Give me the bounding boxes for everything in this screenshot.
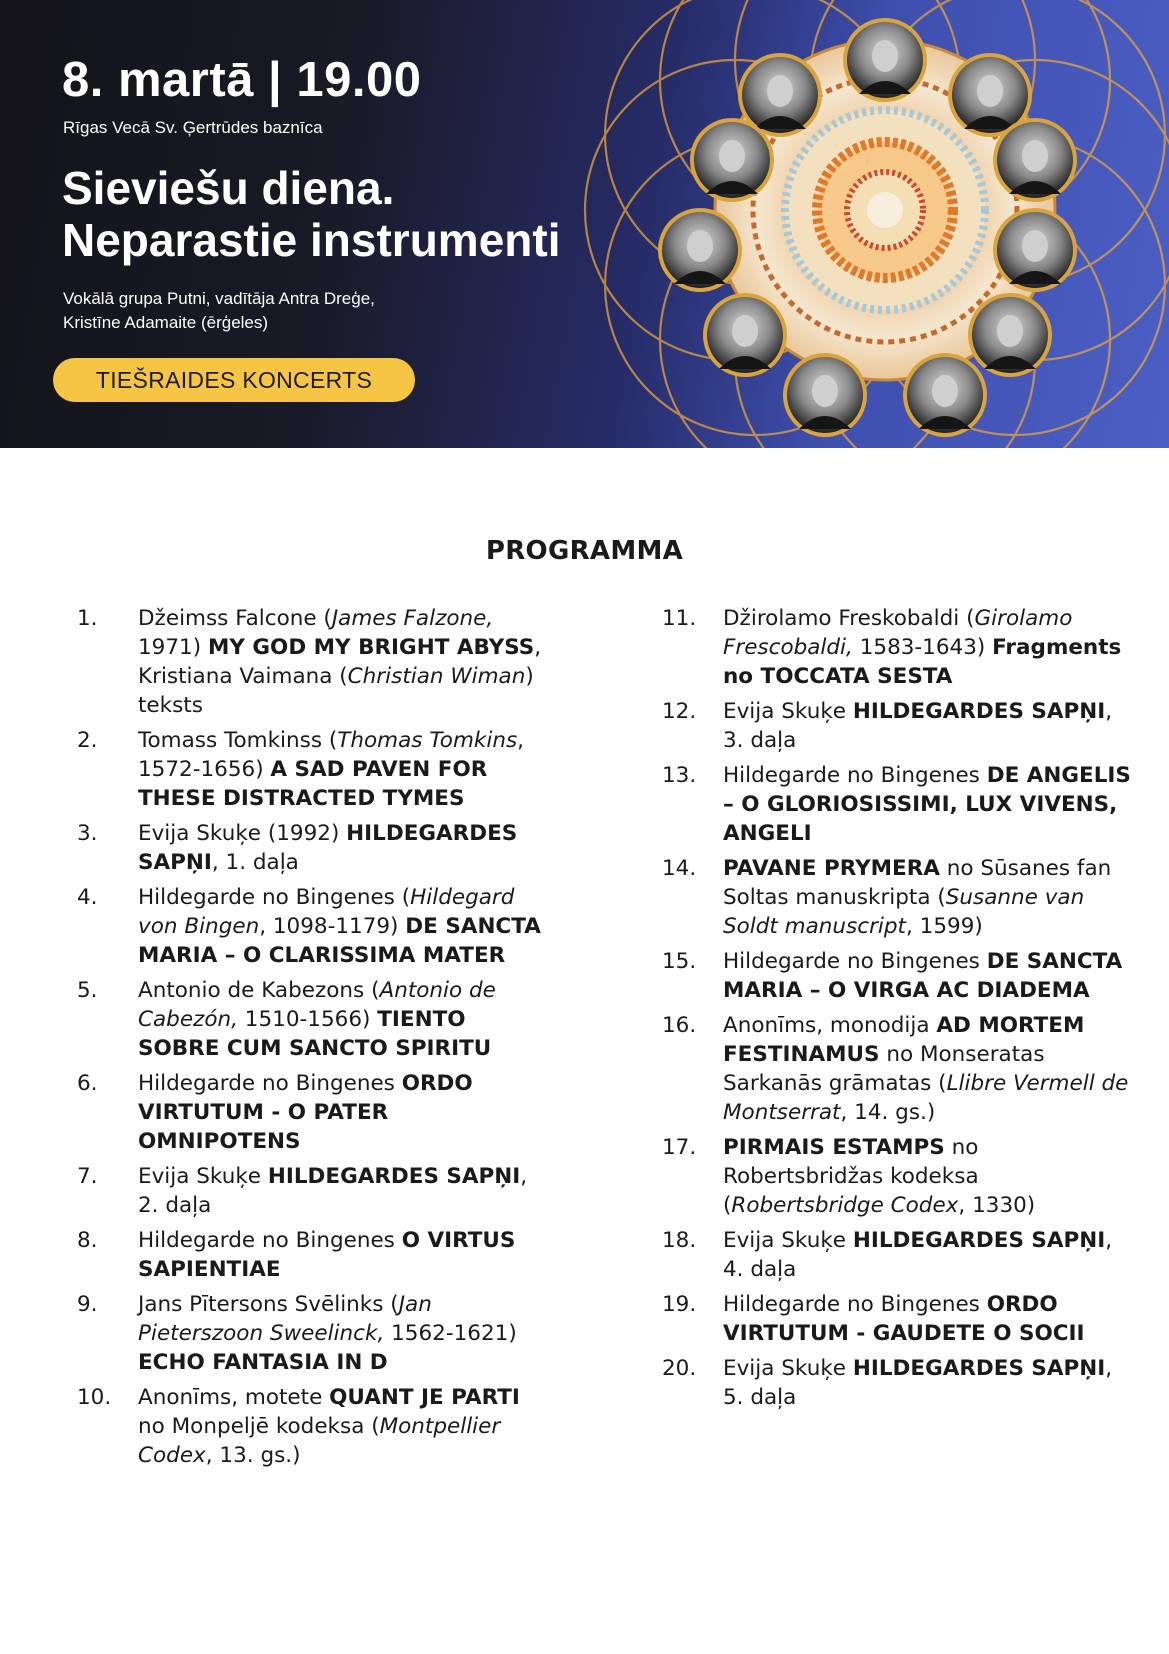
performers-line-1: Vokālā grupa Putni, vadītāja Antra Dreģe, [63, 289, 375, 308]
program-text: Anonīms, monodija [723, 1013, 937, 1038]
program-item-number: 1. [77, 606, 98, 631]
original-name: Girolamo Frescobaldi, [723, 606, 1073, 660]
performer-portrait [968, 293, 1052, 377]
program-item [662, 947, 1132, 1005]
program-column-left [77, 604, 547, 1476]
program-text: , 3. daļa [723, 699, 1113, 753]
program-item [77, 819, 547, 877]
work-title: ECHO FANTASIA IN D [138, 1350, 388, 1375]
work-title: Fragments no TOCCATA SESTA [723, 635, 1122, 689]
program-text: , 1098-1179) [259, 914, 406, 939]
program-item [662, 1011, 1132, 1127]
program-item [77, 604, 547, 720]
work-title: HILDEGARDES SAPŅI [267, 1164, 521, 1189]
program-item [662, 1354, 1132, 1412]
program-item-number: 16. [662, 1013, 697, 1038]
program-item-text [138, 604, 547, 720]
work-title: O VIRTUS SAPIENTIAE [138, 1228, 516, 1282]
original-name: Thomas Tomkins [337, 728, 518, 753]
program-item-text [138, 819, 547, 877]
program-text: , 5. daļa [723, 1356, 1113, 1410]
program-item [662, 604, 1132, 691]
work-title: HILDEGARDES SAPŅI [852, 1228, 1106, 1253]
program-text: 1562-1621) [384, 1321, 517, 1346]
program-item-text [723, 697, 1132, 755]
work-title: A SAD PAVEN FOR THESE DISTRACTED TYMES [138, 757, 488, 811]
program-item [77, 1226, 547, 1284]
program-item-number: 3. [77, 821, 98, 846]
work-title: HILDEGARDES SAPŅI [852, 699, 1106, 724]
work-title: MY GOD MY BRIGHT ABYSS [207, 635, 535, 660]
performer-portrait [703, 293, 787, 377]
program-item-number: 15. [662, 949, 697, 974]
concert-banner [0, 0, 1169, 448]
program-text: Evija Skuķe [138, 1164, 268, 1189]
performer-portrait [843, 18, 927, 102]
work-title: DE SANCTA MARIA – O VIRGA AC DIADEMA [723, 949, 1123, 1003]
original-name: Christian Wiman [347, 664, 526, 689]
performer-portrait [903, 353, 987, 437]
program-item-number: 6. [77, 1071, 98, 1096]
program-item-text [723, 604, 1132, 691]
program-item-text [723, 761, 1132, 848]
program-item-number: 4. [77, 885, 98, 910]
concert-title-line-1: Sieviešu diena. [62, 162, 395, 214]
program-text: , 1. daļa [211, 850, 299, 875]
program-text: , 4. daļa [723, 1228, 1113, 1282]
program-item-number: 18. [662, 1228, 697, 1253]
live-concert-badge[interactable]: TIEŠRAIDES KONCERTS [53, 358, 415, 402]
program-item [662, 1133, 1132, 1220]
program-item [77, 883, 547, 970]
program-item-text [723, 947, 1132, 1005]
program-item [662, 1290, 1132, 1348]
program-text: Evija Skuķe [723, 699, 853, 724]
original-name: Susanne van Soldt manuscript [723, 885, 1085, 939]
program-text: Hildegarde no Bingenes [723, 1292, 987, 1317]
program-text: Antonio de Kabezons ( [138, 978, 380, 1003]
program-text: Hildegarde no Bingenes ( [138, 885, 411, 910]
program-text: no Sūsanes fan Soltas manuskripta ( [723, 856, 1112, 910]
original-name: James Falzone, [331, 606, 494, 631]
program-text: , 13. gs.) [205, 1443, 301, 1468]
program-title: PROGRAMMA [485, 536, 684, 566]
program-item-text [138, 1162, 547, 1220]
performer-portrait [783, 353, 867, 437]
program-text: Hildegarde no Bingenes [138, 1228, 402, 1253]
program-text: Evija Skuķe [723, 1356, 853, 1381]
program-item [77, 1069, 547, 1156]
work-title: DE ANGELIS – O GLORIOSISSIMI, LUX VIVENS, ANGELI [723, 763, 1131, 846]
work-title: PIRMAIS ESTAMPS [723, 1135, 945, 1160]
program-item-text [138, 1383, 547, 1470]
program-item [77, 1383, 547, 1470]
work-title: QUANT JE PARTI [329, 1385, 520, 1410]
program-item-number: 8. [77, 1228, 98, 1253]
concert-title [62, 162, 560, 266]
program-item-text [138, 883, 547, 970]
performer-portrait [658, 208, 742, 292]
program-item [77, 726, 547, 813]
performer-portrait [690, 118, 774, 202]
program-item-number: 19. [662, 1292, 697, 1317]
program-item-number: 13. [662, 763, 697, 788]
program-text: Hildegarde no Bingenes [723, 763, 987, 788]
program-text: Džirolamo Freskobaldi ( [723, 606, 975, 631]
program-text: 1971) [138, 635, 208, 660]
program-item-number: 10. [77, 1385, 112, 1410]
program-item-number: 20. [662, 1356, 697, 1381]
program-item-text [138, 1290, 547, 1377]
program-item [662, 761, 1132, 848]
original-name: Jan Pieterszoon Sweelinck, [138, 1292, 432, 1346]
original-name: Robertsbridge Codex [731, 1193, 959, 1218]
program-text: 1510-1566) [237, 1007, 378, 1032]
program-item-text [723, 1354, 1132, 1412]
program-item [662, 854, 1132, 941]
performers-line-2: Kristīne Adamaite (ērģeles) [63, 313, 269, 332]
work-title: ORDO VIRTUTUM - GAUDETE O SOCII [723, 1292, 1085, 1346]
program-text: Džeimss Falcone ( [138, 606, 332, 631]
program-item [662, 697, 1132, 755]
program-text: Hildegarde no Bingenes [138, 1071, 402, 1096]
program-text: no Monseratas Sarkanās grāmatas ( [723, 1042, 1045, 1096]
work-title: TIENTO SOBRE CUM SANCTO SPIRITU [138, 1007, 492, 1061]
mandala-center [867, 192, 903, 228]
program-item [77, 1290, 547, 1377]
program-item-number: 14. [662, 856, 697, 881]
program-text: , 2. daļa [138, 1164, 528, 1218]
program-item-number: 17. [662, 1135, 697, 1160]
program-item-number: 7. [77, 1164, 98, 1189]
program-item [77, 1162, 547, 1220]
original-name: Llibre Vermell de Montserrat [723, 1071, 1129, 1125]
program-item-text [723, 854, 1132, 941]
program-item-number: 11. [662, 606, 697, 631]
concert-title-line-2: Neparastie instrumenti [62, 214, 561, 266]
program-item-text [138, 1069, 547, 1156]
program-text: Hildegarde no Bingenes [723, 949, 987, 974]
performer-portrait [993, 118, 1077, 202]
program-item-text [138, 976, 547, 1063]
program-item [662, 1226, 1132, 1284]
work-title: AD MORTEM FESTINAMUS [723, 1013, 1085, 1067]
program-item-number: 9. [77, 1292, 98, 1317]
program-text: 1583-1643) [852, 635, 993, 660]
program-text: , 1599) [905, 914, 983, 939]
program-item-text [138, 726, 547, 813]
work-title: HILDEGARDES SAPŅI [138, 821, 518, 875]
program-text: , 1572-1656) [138, 728, 524, 782]
work-title: PAVANE PRYMERA [723, 856, 940, 881]
program-item [77, 976, 547, 1063]
concert-date-time: 8. martā | 19.00 [62, 53, 422, 107]
program-item-number: 12. [662, 699, 697, 724]
performer-portrait [993, 208, 1077, 292]
program-item-text [723, 1290, 1132, 1348]
concert-venue: Rīgas Vecā Sv. Ģertrūdes baznīca [63, 118, 323, 137]
program-item-text [723, 1226, 1132, 1284]
original-name: Montpellier Codex [138, 1414, 501, 1468]
original-name: Hildegard von Bingen [138, 885, 515, 939]
program-text: Evija Skuķe (1992) [138, 821, 347, 846]
program-text: ) teksts [138, 664, 534, 718]
program-item-number: 2. [77, 728, 98, 753]
program-text: , Kristiana Vaimana ( [138, 635, 542, 689]
performers [63, 287, 375, 335]
work-title: ORDO VIRTUTUM - O PATER OMNIPOTENS [138, 1071, 473, 1154]
original-name: Antonio de Cabezón, [138, 978, 496, 1032]
work-title: HILDEGARDES SAPŅI [852, 1356, 1106, 1381]
program-column-right [662, 604, 1132, 1418]
program-text: Tomass Tomkinss ( [138, 728, 338, 753]
program-text: Jans Pītersons Svēlinks ( [138, 1292, 399, 1317]
program-text: , 14. gs.) [840, 1100, 936, 1125]
program-text: Anonīms, motete [138, 1385, 330, 1410]
program-text: Evija Skuķe [723, 1228, 853, 1253]
program-text: no Robertsbridžas kodeksa ( [723, 1135, 979, 1218]
program-item-number: 5. [77, 978, 98, 1003]
work-title: DE SANCTA MARIA – O CLARISSIMA MATER [138, 914, 541, 968]
program-text: no Monpeljē kodeksa ( [138, 1414, 380, 1439]
program-item-text [723, 1133, 1132, 1220]
program-item-text [723, 1011, 1132, 1127]
program-item-text [138, 1226, 547, 1284]
program-text: , 1330) [958, 1193, 1036, 1218]
